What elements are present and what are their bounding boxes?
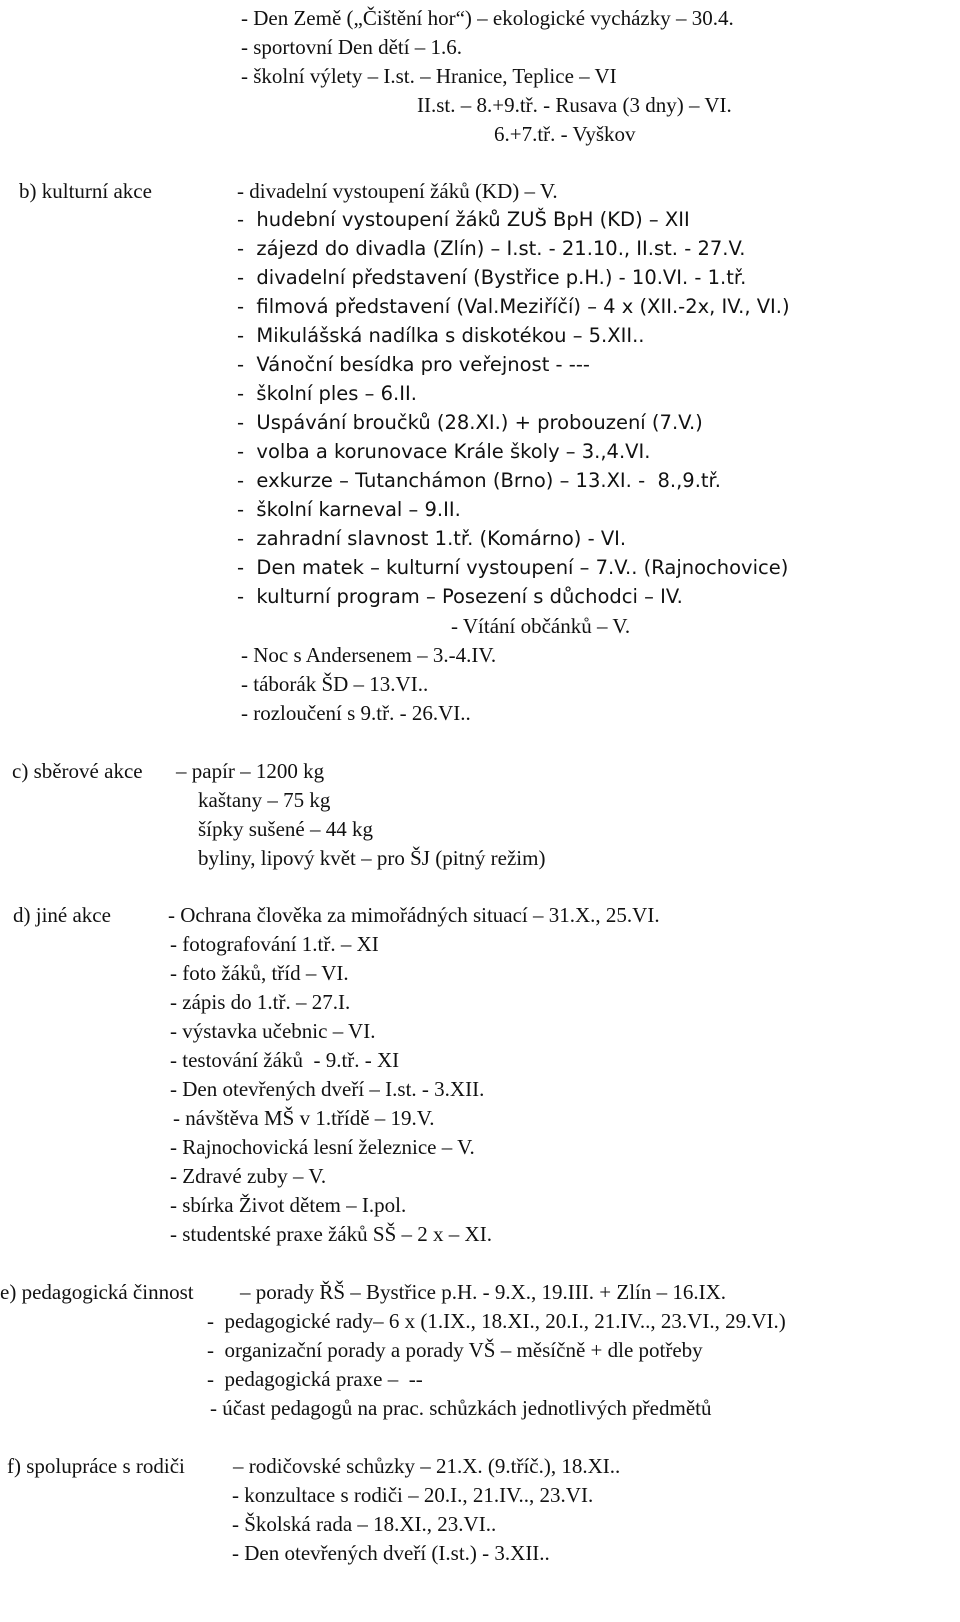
text-line: - rozloučení s 9.tř. - 26.VI.. — [241, 701, 471, 725]
text-line: - Zdravé zuby – V. — [170, 1164, 327, 1188]
text-line: - Den otevřených dveří (I.st.) - 3.XII.. — [232, 1541, 550, 1565]
section-label-e: e) pedagogická činnost — [0, 1280, 194, 1304]
text-line: - sbírka Život dětem – I.pol. — [170, 1193, 407, 1217]
text-line: - Den Země („Čištění hor“) – ekologické vycházky – 30.4. — [241, 6, 734, 30]
text-line: kaštany – 75 kg — [198, 788, 331, 812]
text-line: - divadelní představení (Bystřice p.H.) - 10.VI. - 1.tř. — [237, 266, 747, 289]
text-line: - Den otevřených dveří – I.st. - 3.XII. — [170, 1077, 485, 1101]
text-line: - výstavka učebnic – VI. — [170, 1019, 376, 1043]
text-line: - Uspávání broučků (28.XI.) + probouzení (7.V.) — [237, 411, 703, 434]
text-line: - filmová představení (Val.Meziříčí) – 4 x (XII.-2x, IV., VI.) — [237, 295, 790, 318]
text-line: - pedagogická praxe – -- — [207, 1367, 423, 1391]
text-line: II.st. – 8.+9.tř. - Rusava (3 dny) – VI. — [417, 93, 732, 117]
text-line: - Noc s Andersenem – 3.-4.IV. — [241, 643, 497, 667]
text-line: – rodičovské schůzky – 21.X. (9.tříč.), 18.XI.. — [233, 1454, 621, 1478]
text-line: - Vítání občánků – V. — [451, 614, 631, 638]
section-label-d: d) jiné akce — [13, 903, 111, 927]
text-line: - táborák ŠD – 13.VI.. — [241, 672, 429, 696]
text-line: - exkurze – Tutanchámon (Brno) – 13.XI. - 8.,9.tř. — [237, 469, 721, 492]
text-line: - organizační porady a porady VŠ – měsíčně + dle potřeby — [207, 1338, 703, 1362]
text-line: - školní výlety – I.st. – Hranice, Teplice – VI — [241, 64, 617, 88]
text-line: - divadelní vystoupení žáků (KD) – V. — [237, 179, 558, 203]
text-line: - zápis do 1.tř. – 27.I. — [170, 990, 351, 1014]
text-line: – papír – 1200 kg — [176, 759, 325, 783]
text-line: 6.+7.tř. - Vyškov — [494, 122, 636, 146]
text-line: - konzultace s rodiči – 20.I., 21.IV.., 23.VI. — [232, 1483, 594, 1507]
text-line: - volba a korunovace Krále školy – 3.,4.VI. — [237, 440, 651, 463]
section-label-c: c) sběrové akce — [12, 759, 143, 783]
text-line: - Den matek – kulturní vystoupení – 7.V.. (Rajnochovice) — [237, 556, 789, 579]
text-line: - školní karneval – 9.II. — [237, 498, 461, 521]
text-line: - zahradní slavnost 1.tř. (Komárno) - VI. — [237, 527, 627, 550]
text-line: - pedagogické rady– 6 x (1.IX., 18.XI., 20.I., 21.IV.., 23.VI., 29.VI.) — [207, 1309, 786, 1333]
text-line: - hudební vystoupení žáků ZUŠ BpH (KD) – XII — [237, 208, 690, 231]
text-line: - kulturní program – Posezení s důchodci – IV. — [237, 585, 683, 608]
text-line: - sportovní Den dětí – 1.6. — [241, 35, 463, 59]
text-line: - Mikulášská nadílka s diskotékou – 5.XII.. — [237, 324, 645, 347]
text-line: – porady ŘŠ – Bystřice p.H. - 9.X., 19.III. + Zlín – 16.IX. — [240, 1280, 727, 1304]
section-label-f: f) spolupráce s rodiči — [7, 1454, 185, 1478]
text-line: byliny, lipový květ – pro ŠJ (pitný režim) — [198, 846, 546, 870]
text-line: - zájezd do divadla (Zlín) – I.st. - 21.10., II.st. - 27.V. — [237, 237, 746, 260]
text-line: - Rajnochovická lesní železnice – V. — [170, 1135, 475, 1159]
text-line: - Vánoční besídka pro veřejnost - --- — [237, 353, 590, 376]
text-line: - Ochrana člověka za mimořádných situací – 31.X., 25.VI. — [168, 903, 660, 927]
text-line: - Školská rada – 18.XI., 23.VI.. — [232, 1512, 497, 1536]
text-line: - školní ples – 6.II. — [237, 382, 417, 405]
section-label-b: b) kulturní akce — [19, 179, 152, 203]
text-line: - návštěva MŠ v 1.třídě – 19.V. — [173, 1106, 435, 1130]
text-line: - testování žáků - 9.tř. - XI — [170, 1048, 400, 1072]
text-line: - studentské praxe žáků SŠ – 2 x – XI. — [170, 1222, 492, 1246]
text-line: - foto žáků, tříd – VI. — [170, 961, 349, 985]
text-line: - účast pedagogů na prac. schůzkách jednotlivých předmětů — [210, 1396, 712, 1420]
text-line: šípky sušené – 44 kg — [198, 817, 373, 841]
text-line: - fotografování 1.tř. – XI — [170, 932, 379, 956]
